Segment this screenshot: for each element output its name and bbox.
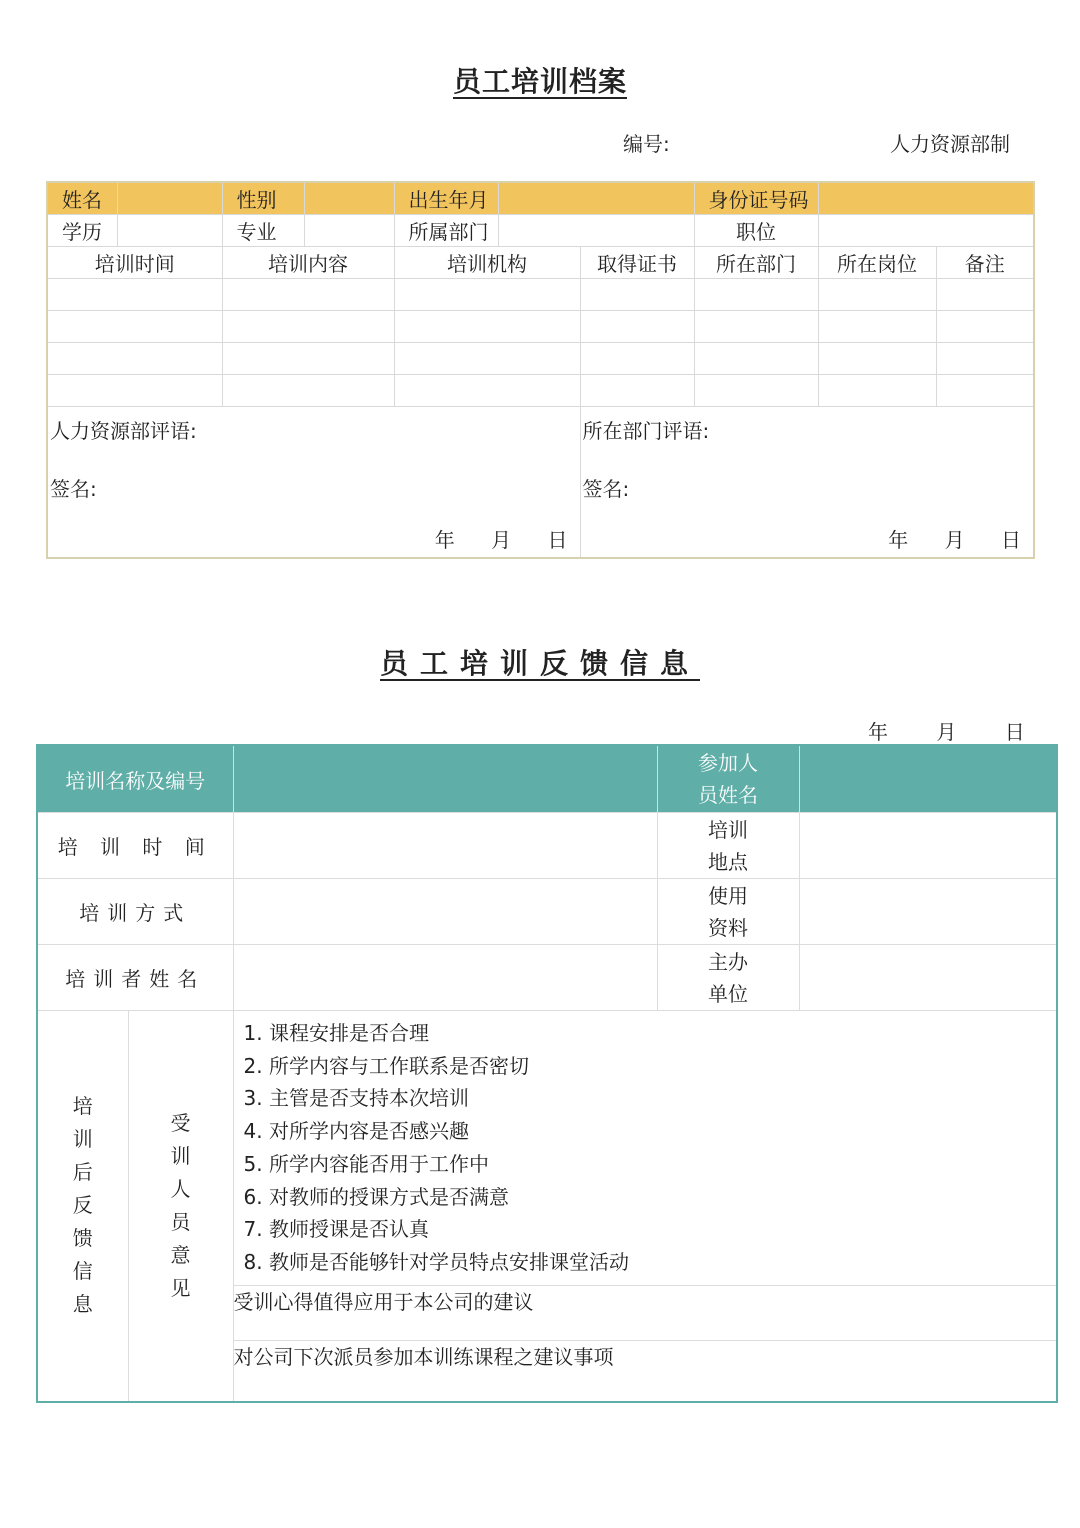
col-training-time: 培训时间	[47, 247, 222, 279]
table-row	[47, 375, 1034, 407]
name-label: 姓名	[47, 182, 117, 215]
list-item: 3. 主管是否支持本次培训	[243, 1086, 469, 1111]
training-place-label: 培训 地点	[657, 813, 799, 879]
dept-date-label: 年 月 日	[888, 528, 1021, 552]
material-label: 使用 资料	[657, 879, 799, 945]
trainee-opinion-label	[128, 1011, 233, 1402]
list-item: 2. 所学内容与工作联系是否密切	[243, 1053, 529, 1078]
education-value[interactable]	[117, 215, 222, 247]
feedback-items	[233, 1011, 1057, 1286]
trainee-opinion-vertical: 受 训 人 员 意 见	[170, 1110, 191, 1300]
training-time-value[interactable]	[233, 813, 657, 879]
dept-comment-label: 所在部门评语:	[582, 419, 710, 443]
material-value[interactable]	[799, 879, 1057, 945]
list-item: 8. 教师是否能够针对学员特点安排课堂活动	[243, 1249, 629, 1274]
col-remark: 备注	[936, 247, 1034, 279]
list-item: 6. 对教师的授课方式是否满意	[243, 1184, 509, 1209]
suggestion-apply[interactable]: 受训心得值得应用于本公司的建议	[233, 1285, 1057, 1340]
education-label: 学历	[47, 215, 117, 247]
host-label: 主办 单位	[657, 945, 799, 1011]
col-department: 所在部门	[694, 247, 818, 279]
training-time-label: 培 训 时 间	[37, 813, 233, 879]
feedback-date: 年 月 日	[868, 720, 1025, 744]
training-name-label: 培训名称及编号	[37, 745, 233, 813]
major-label: 专业	[222, 215, 304, 247]
gender-value[interactable]	[304, 182, 394, 215]
col-certificate: 取得证书	[580, 247, 694, 279]
major-value[interactable]	[304, 215, 394, 247]
feedback-title: 员工培训反馈信息	[379, 647, 700, 680]
dept-comment-box[interactable]	[580, 407, 1034, 559]
participant-label: 参加人 员姓名	[657, 745, 799, 813]
position-label: 职位	[694, 215, 818, 247]
training-feedback-table	[36, 744, 1058, 1403]
hr-date-label: 年 月 日	[434, 528, 568, 552]
training-method-value[interactable]	[233, 879, 657, 945]
trainer-name-label: 培训者姓名	[37, 945, 233, 1011]
training-name-value[interactable]	[233, 745, 657, 813]
list-item: 1. 课程安排是否合理	[243, 1021, 429, 1045]
archive-maker: 人力资源部制	[890, 132, 1010, 156]
table-row	[47, 311, 1034, 343]
list-item: 5. 所学内容能否用于工作中	[243, 1151, 489, 1176]
suggestion-next[interactable]: 对公司下次派员参加本训练课程之建议事项	[233, 1340, 1057, 1402]
table-row	[47, 343, 1034, 375]
position-value[interactable]	[818, 215, 1034, 247]
host-value[interactable]	[799, 945, 1057, 1011]
after-training-label	[37, 1011, 128, 1402]
archive-number-label: 编号:	[623, 132, 670, 156]
col-training-content: 培训内容	[222, 247, 394, 279]
archive-title: 员工培训档案	[452, 65, 627, 98]
list-item: 7. 教师授课是否认真	[243, 1217, 429, 1242]
birth-label: 出生年月	[394, 182, 498, 215]
dept-value[interactable]	[498, 215, 694, 247]
hr-comment-label: 人力资源部评语:	[50, 419, 197, 443]
participant-value[interactable]	[799, 745, 1057, 813]
trainer-name-value[interactable]	[233, 945, 657, 1011]
hr-sign-label: 签名:	[50, 477, 97, 501]
training-archive-table	[46, 181, 1035, 559]
training-place-value[interactable]	[799, 813, 1057, 879]
id-value[interactable]	[818, 182, 1034, 215]
col-post: 所在岗位	[818, 247, 936, 279]
birth-value[interactable]	[498, 182, 694, 215]
gender-label: 性别	[222, 182, 304, 215]
name-value[interactable]	[117, 182, 222, 215]
id-label: 身份证号码	[694, 182, 818, 215]
hr-comment-box[interactable]	[47, 407, 580, 559]
list-item: 4. 对所学内容是否感兴趣	[243, 1119, 469, 1144]
training-method-label: 培训方式	[37, 879, 233, 945]
after-training-vertical: 培 训 后 反 馈 信 息	[72, 1094, 93, 1317]
dept-label: 所属部门	[394, 215, 498, 247]
dept-sign-label: 签名:	[582, 477, 630, 501]
col-training-institution: 培训机构	[394, 247, 580, 279]
table-row	[47, 279, 1034, 311]
